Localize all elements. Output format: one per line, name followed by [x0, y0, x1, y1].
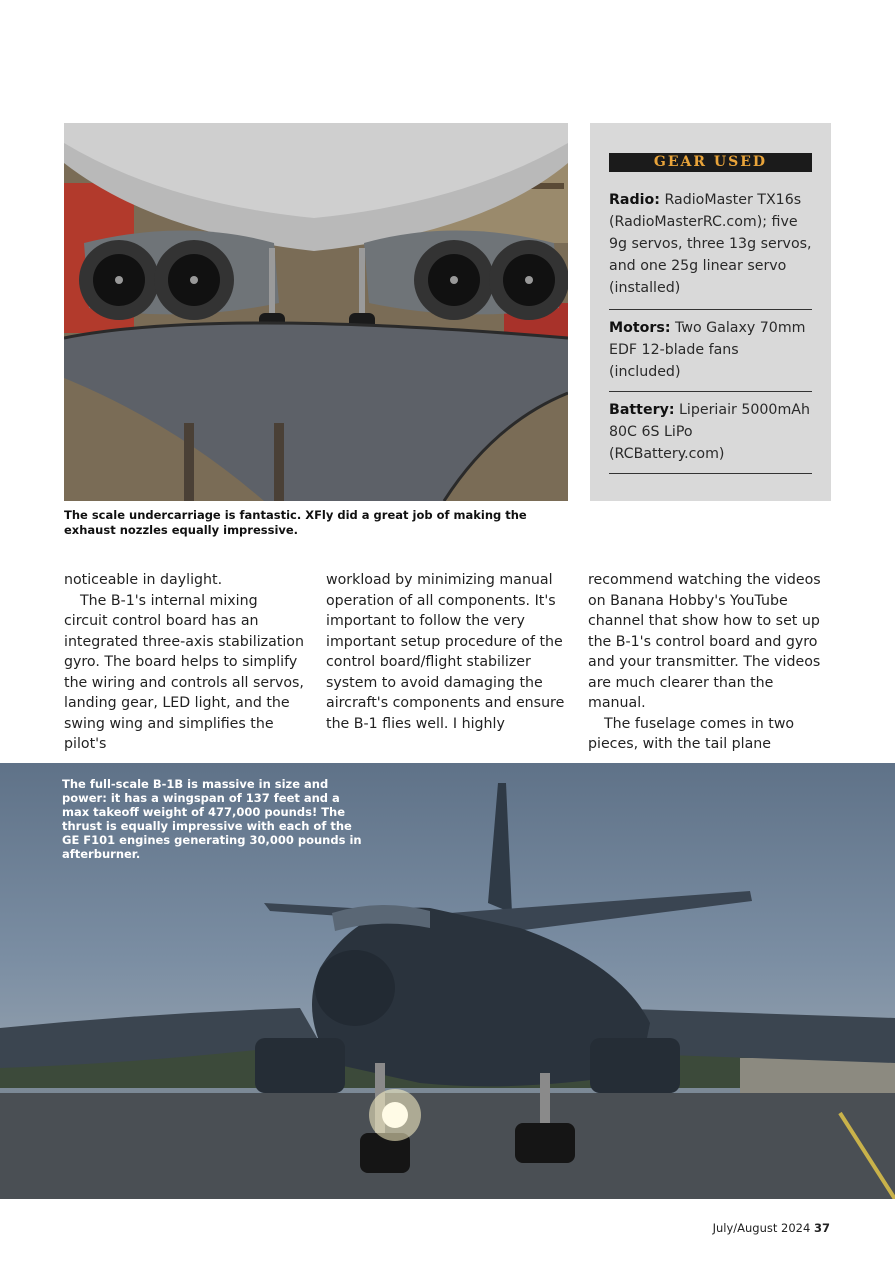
gear-text: RadioMaster TX16s (RadioMasterRC.com); five 9g servos, three 13g servos, and one 25g linear servo (installed): [609, 192, 812, 296]
gear-text: Two Galaxy 70mm EDF 12-blade fans (included): [609, 320, 806, 380]
gear-item-battery: [609, 399, 812, 465]
top-photo-caption: The scale undercarriage is fantastic. XFly did a great job of making the exhaust nozzles equally impressive.: [64, 508, 527, 537]
gear-used-title: GEAR USED: [609, 153, 812, 172]
bottom-photo-caption: The full-scale B-1B is massive in size and power: it has a wingspan of 137 feet and a max takeoff weight of 477,000 pounds! The thrust is equally impressive with each of the GE F101 engines generating 30,000 pounds in afterburner.: [62, 777, 362, 861]
gear-text: Liperiair 5000mAh 80C 6S LiPo (RCBattery.com): [609, 402, 810, 462]
body-column-2: [326, 570, 566, 734]
gear-item-radio: [609, 189, 812, 299]
issue-date: July/August 2024: [712, 1221, 811, 1235]
gear-label: Battery:: [609, 402, 675, 418]
gear-label: Motors:: [609, 320, 671, 336]
undercarriage-photo: [64, 123, 568, 501]
gear-label: Radio:: [609, 192, 660, 208]
page-number: 37: [813, 1221, 830, 1235]
gear-divider: [609, 391, 812, 392]
body-paragraph: recommend watching the videos on Banana Hobby's YouTube channel that show how to set up the B-1's control board and gyro and your transmitter. The videos are much clearer than the manual.: [588, 572, 821, 711]
page-footer: [600, 1221, 830, 1235]
body-paragraph: The B-1's internal mixing circuit control board has an integrated three-axis stabilization gyro. The board helps to simplify the wiring and controls all servos, landing gear, LED light, and the swing wing and simplifies the pilot's: [64, 592, 304, 752]
body-paragraph: noticeable in daylight.: [64, 572, 223, 588]
gear-divider: [609, 309, 812, 310]
body-column-3: [588, 570, 828, 755]
gear-item-motors: [609, 317, 812, 383]
body-paragraph: workload by minimizing manual operation of all components. It's important to follow the very important setup procedure of the control board/flight stabilizer system to avoid damaging the aircraft's components and ensure the B-1 flies well. I highly: [326, 572, 565, 732]
gear-used-box: [590, 123, 831, 501]
body-column-1: [64, 570, 304, 755]
gear-divider: [609, 473, 812, 474]
body-paragraph: The fuselage comes in two pieces, with the tail plane: [588, 715, 795, 752]
